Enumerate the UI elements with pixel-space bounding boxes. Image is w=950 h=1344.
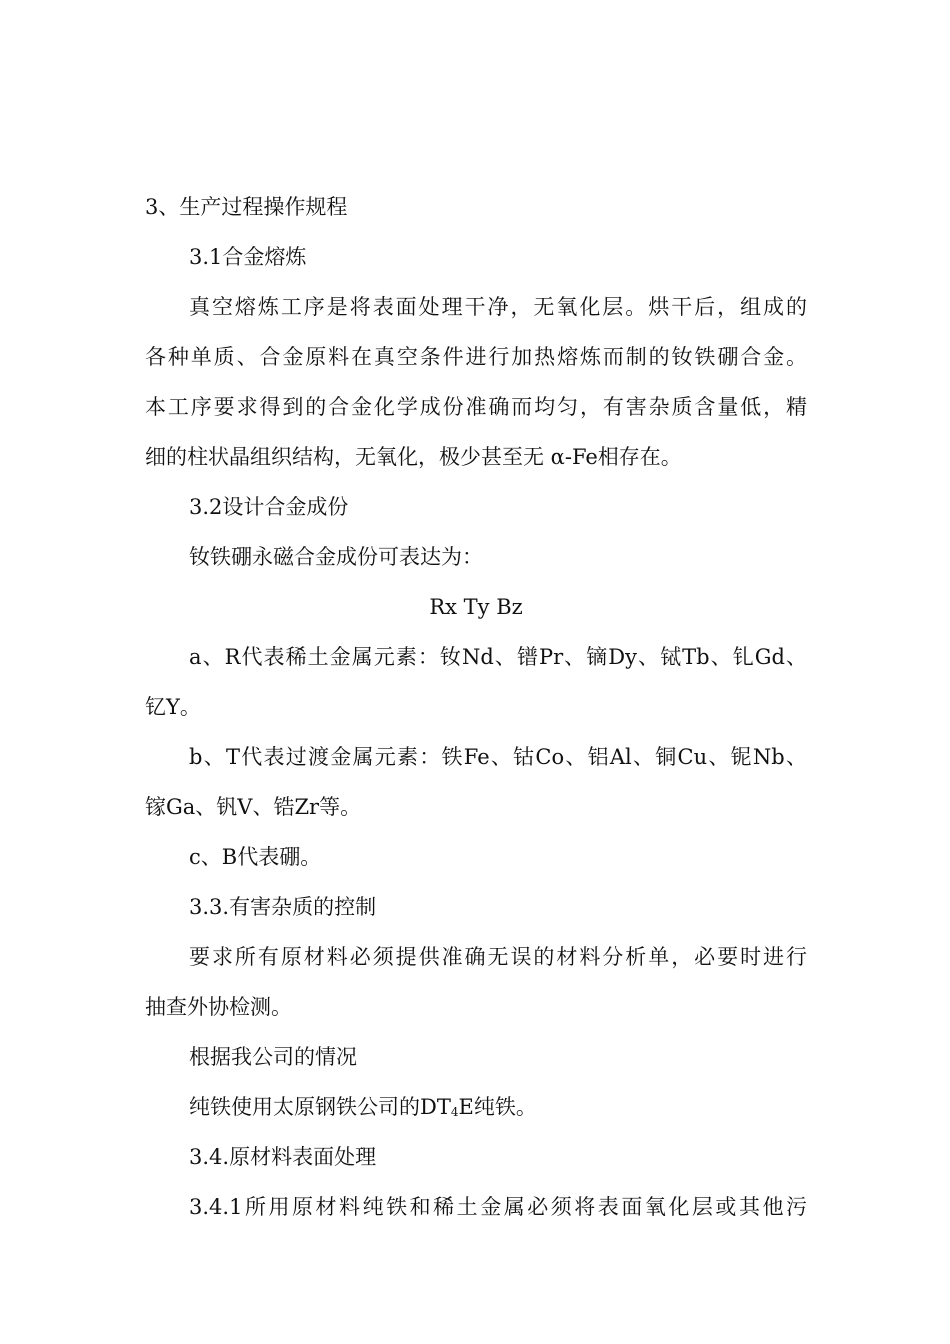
- list-item-b: b、T代表过渡金属元素：铁Fe、钴Co、铝Al、铜Cu、铌Nb、: [189, 745, 807, 769]
- document-page: [145, 182, 807, 1232]
- iron-source-line: [145, 1082, 807, 1132]
- section-3-heading: 3、生产过程操作规程: [145, 195, 348, 219]
- section-3-4-heading: 3.4.原材料表面处理: [189, 1145, 377, 1169]
- formula-intro: 钕铁硼永磁合金成份可表达为：: [189, 545, 483, 569]
- paragraph-line: 抽查外协检测。: [145, 995, 292, 1019]
- paragraph-line: 各种单质、合金原料在真空条件进行加热熔炼而制的钕铁硼合金。: [145, 345, 807, 369]
- formula: Rx Ty Bz: [429, 595, 523, 619]
- list-item-c: c、B代表硼。: [189, 845, 322, 869]
- company-note: 根据我公司的情况: [189, 1045, 357, 1069]
- section-3-2-heading: 3.2设计合金成份: [189, 495, 349, 519]
- iron-source-prefix: 纯铁使用太原钢铁公司的DT: [189, 1095, 451, 1119]
- section-3-3-heading: 3.3.有害杂质的控制: [189, 895, 377, 919]
- list-item-a-continued: 钇Y。: [145, 695, 201, 719]
- list-item-b-continued: 镓Ga、钒V、锆Zr等。: [145, 795, 362, 819]
- iron-grade-subscript: 4: [450, 1105, 459, 1119]
- paragraph-line: 真空熔炼工序是将表面处理干净，无氧化层。烘干后，组成的: [189, 295, 807, 319]
- iron-source-suffix: E纯铁。: [458, 1095, 537, 1119]
- section-3-1-heading: 3.1合金熔炼: [189, 245, 307, 269]
- paragraph-line: 要求所有原材料必须提供准确无误的材料分析单，必要时进行: [189, 945, 807, 969]
- list-item-a: a、R代表稀土金属元素：钕Nd、镨Pr、镝Dy、铽Tb、钆Gd、: [189, 645, 807, 669]
- section-3-4-1-line: 3.4.1所用原材料纯铁和稀土金属必须将表面氧化层或其他污: [189, 1195, 807, 1219]
- paragraph-line: 细的柱状晶组织结构，无氧化，极少甚至无 α-Fe相存在。: [145, 445, 682, 469]
- paragraph-line: 本工序要求得到的合金化学成份准确而均匀，有害杂质含量低，精: [145, 395, 807, 419]
